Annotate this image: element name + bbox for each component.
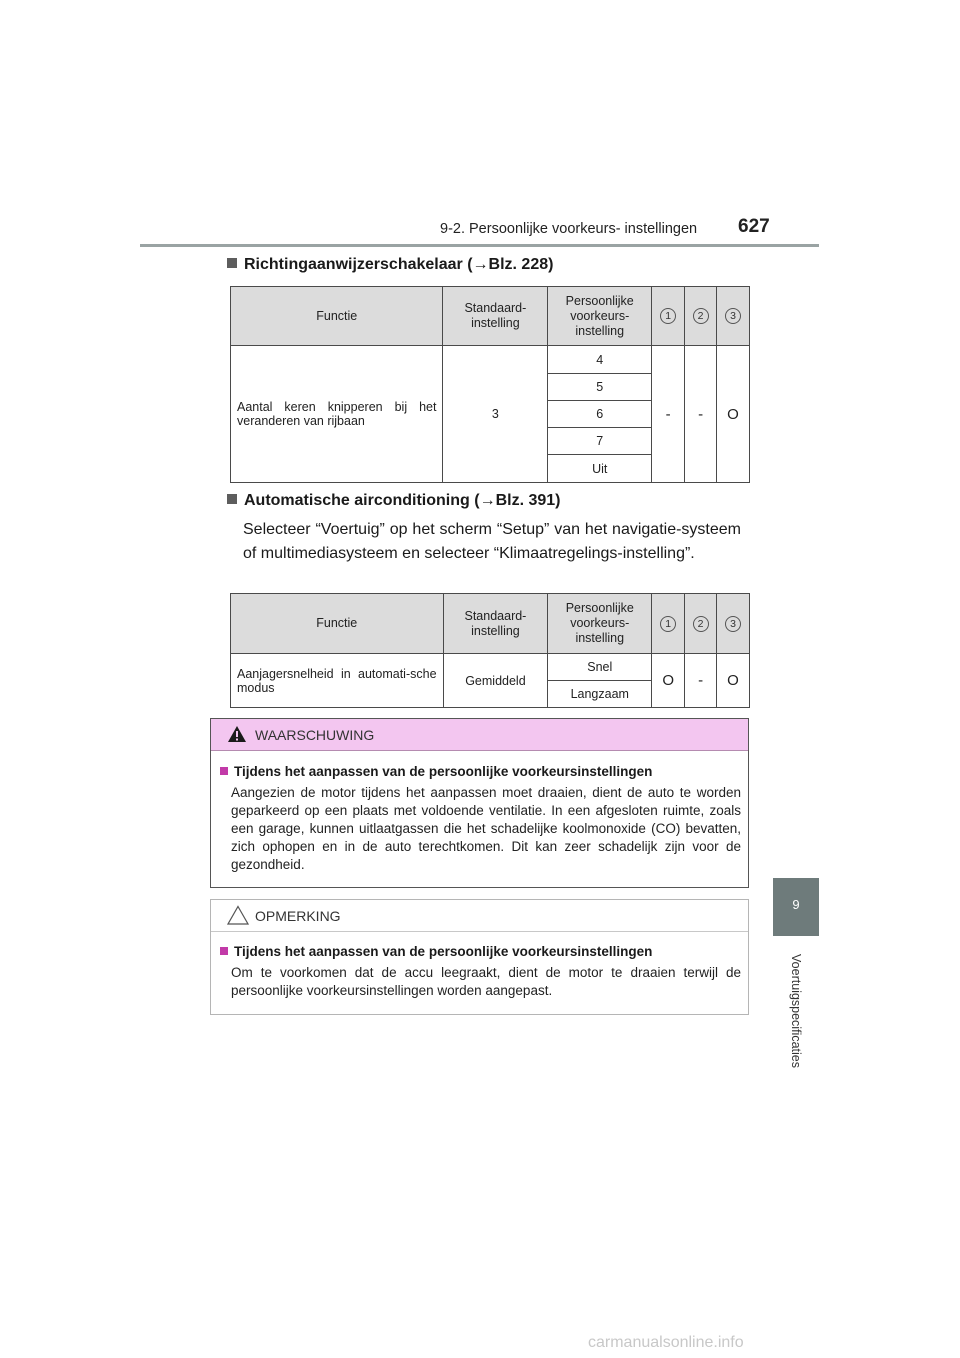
cell-option: Uit <box>548 455 652 483</box>
header-col-3 <box>717 594 750 654</box>
heading-title: Automatische airconditioning ( <box>244 492 480 509</box>
circled-number-3: 3 <box>725 308 741 324</box>
section-header: 9-2. Persoonlijke voorkeurs- instellingen <box>440 221 698 237</box>
square-bullet-icon <box>227 494 237 504</box>
header-rule <box>140 244 819 247</box>
warning-header <box>211 719 748 751</box>
header-col-2 <box>685 287 717 346</box>
cell-option: 4 <box>548 346 652 374</box>
cell-option: Snel <box>548 654 652 681</box>
cell-option: Langzaam <box>548 681 652 708</box>
circled-number-1: 1 <box>660 616 676 632</box>
header-default: Standaard- instelling <box>443 287 548 346</box>
chapter-label: Voertuigspecificaties <box>789 954 803 1068</box>
header-col-3 <box>717 287 750 346</box>
heading-ref: Blz. 391) <box>495 492 561 509</box>
cell-default: 3 <box>443 346 548 483</box>
warning-body: Aangezien de motor tijdens het aanpassen moet draaien, dient de auto te worden geparkeerd op een plaats met voldoende ventilatie. In een afgesloten ruimte, zoals een garage, kunnen uitlaatgassen die het schadelijke koolmonoxide (CO) bevatten, zich ophopen en in de auto terechtkomen. Dit kan zeer schadelijk zijn voor de gezondheid. <box>231 785 741 872</box>
section-heading-turn-signal <box>227 256 553 274</box>
cell-col-1: O <box>652 654 685 708</box>
chapter-number: 9 <box>792 897 800 912</box>
chapter-tab <box>773 878 819 936</box>
cell-option: 6 <box>548 401 652 428</box>
circled-number-2: 2 <box>693 308 709 324</box>
header-col-2 <box>685 594 717 654</box>
settings-table-air-conditioning <box>230 593 750 708</box>
heading-title: Richtingaanwijzerschakelaar ( <box>244 256 473 273</box>
cell-function: Aanjagersnelheid in automati-sche modus <box>231 654 444 708</box>
caution-outline-icon <box>227 905 249 925</box>
page-number: 627 <box>738 216 770 237</box>
cell-option: 7 <box>548 428 652 455</box>
header-personal: Persoonlijke voorkeurs- instelling <box>548 594 652 654</box>
header-col-1 <box>652 287 685 346</box>
square-bullet-icon <box>220 947 228 955</box>
note-subheading: Tijdens het aanpassen van de persoonlijke voorkeursinstellingen <box>220 944 652 959</box>
watermark: carmanualsonline.info <box>588 1334 744 1351</box>
circled-number-1: 1 <box>660 308 676 324</box>
warning-box <box>210 718 749 888</box>
cell-col-3: O <box>717 346 750 483</box>
cell-option: 5 <box>548 374 652 401</box>
chapter-label-container <box>774 945 818 1077</box>
header-function: Functie <box>231 594 444 654</box>
header-function: Functie <box>231 287 443 346</box>
note-header <box>211 900 748 932</box>
warning-subheading: Tijdens het aanpassen van de persoonlijke voorkeursinstellingen <box>220 764 652 779</box>
note-label: OPMERKING <box>255 908 341 924</box>
cell-default: Gemiddeld <box>443 654 548 708</box>
circled-number-3: 3 <box>725 616 741 632</box>
cell-col-1: - <box>652 346 685 483</box>
section-heading-air-conditioning <box>227 492 560 510</box>
note-box <box>210 899 749 1015</box>
warning-icon <box>227 725 247 743</box>
settings-table-turn-signal <box>230 286 750 483</box>
cell-col-3: O <box>717 654 750 708</box>
header-personal: Persoonlijke voorkeurs- instelling <box>548 287 652 346</box>
circled-number-2: 2 <box>693 616 709 632</box>
cell-function: Aantal keren knipperen bij het veranderen van rijbaan <box>231 346 443 483</box>
cell-col-2: - <box>685 654 717 708</box>
arrow-icon: → <box>479 492 496 509</box>
warning-label: WAARSCHUWING <box>255 727 375 743</box>
heading-ref: Blz. 228) <box>488 256 554 273</box>
note-body: Om te voorkomen dat de accu leegraakt, dient de motor te draaien terwijl de persoonlijke voorkeursinstellingen worden aangepast. <box>231 965 741 998</box>
square-bullet-icon <box>220 767 228 775</box>
cell-col-2: - <box>685 346 717 483</box>
header-col-1 <box>652 594 685 654</box>
header-default: Standaard- instelling <box>443 594 548 654</box>
square-bullet-icon <box>227 258 237 268</box>
arrow-icon: → <box>472 256 489 273</box>
instruction-paragraph: Selecteer “Voertuig” op het scherm “Setup” van het navigatie-systeem of multimediasysteem en selecteer “Klimaatregelings-instelling”. <box>243 521 741 562</box>
